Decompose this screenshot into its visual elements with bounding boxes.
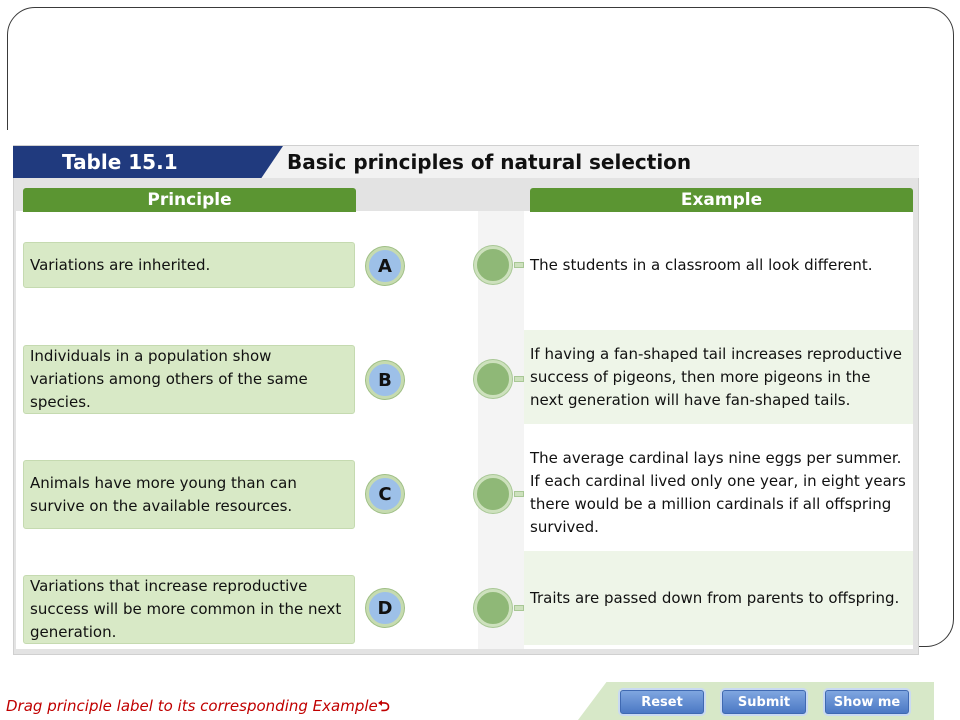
principle-header: Principle — [23, 188, 356, 212]
drop-target-3[interactable] — [474, 475, 512, 513]
drop-target-4[interactable] — [474, 589, 512, 627]
drag-label-a[interactable]: A — [366, 247, 404, 285]
example-cell-2 — [524, 330, 913, 424]
drop-connector — [514, 605, 524, 611]
principle-box-b — [23, 345, 355, 414]
example-cell-4 — [524, 551, 913, 645]
drag-label-b[interactable]: B — [366, 361, 404, 399]
instruction-label: Drag principle label to its corresponding Example — [6, 697, 378, 715]
principle-text: Variations are inherited. — [30, 255, 211, 274]
example-cell-1 — [524, 243, 913, 287]
drop-target-2[interactable] — [474, 360, 512, 398]
principle-text: Individuals in a population show variations among others of the same species. — [30, 347, 308, 411]
principle-box-d — [23, 575, 355, 644]
example-text: The students in a classroom all look different. — [530, 255, 873, 274]
submit-button[interactable]: Submit — [722, 690, 806, 714]
drag-label-c[interactable]: C — [366, 475, 404, 513]
principle-text: Animals have more young than can survive on the available resources. — [30, 473, 297, 515]
drag-label-d[interactable]: D — [366, 589, 404, 627]
table-number: Table 15.1 — [62, 150, 178, 174]
principle-box-a — [23, 242, 355, 288]
drop-connector — [514, 376, 524, 382]
example-text: The average cardinal lays nine eggs per summer. If each cardinal lived only one year, in eight years there would be a million cardinals if all offspring survived. — [530, 449, 906, 536]
table-title: Basic principles of natural selection — [287, 150, 692, 174]
example-cell-3 — [524, 446, 913, 540]
principle-box-c — [23, 460, 355, 529]
frame-gap — [0, 130, 14, 670]
principle-text: Variations that increase reproductive success will be more common in the next generation. — [30, 577, 342, 641]
instruction-text — [6, 697, 390, 715]
drop-connector — [514, 491, 524, 497]
show-me-button[interactable]: Show me — [825, 690, 909, 714]
example-text: If having a fan-shaped tail increases reproductive success of pigeons, then more pigeons in the next generation will have fan-shaped tails. — [530, 344, 902, 409]
drop-target-1[interactable] — [474, 246, 512, 284]
example-header: Example — [530, 188, 913, 212]
drop-connector — [514, 262, 524, 268]
return-arrow-icon: ⮌ — [377, 697, 390, 715]
reset-button[interactable]: Reset — [620, 690, 704, 714]
example-text: Traits are passed down from parents to offspring. — [530, 588, 900, 607]
